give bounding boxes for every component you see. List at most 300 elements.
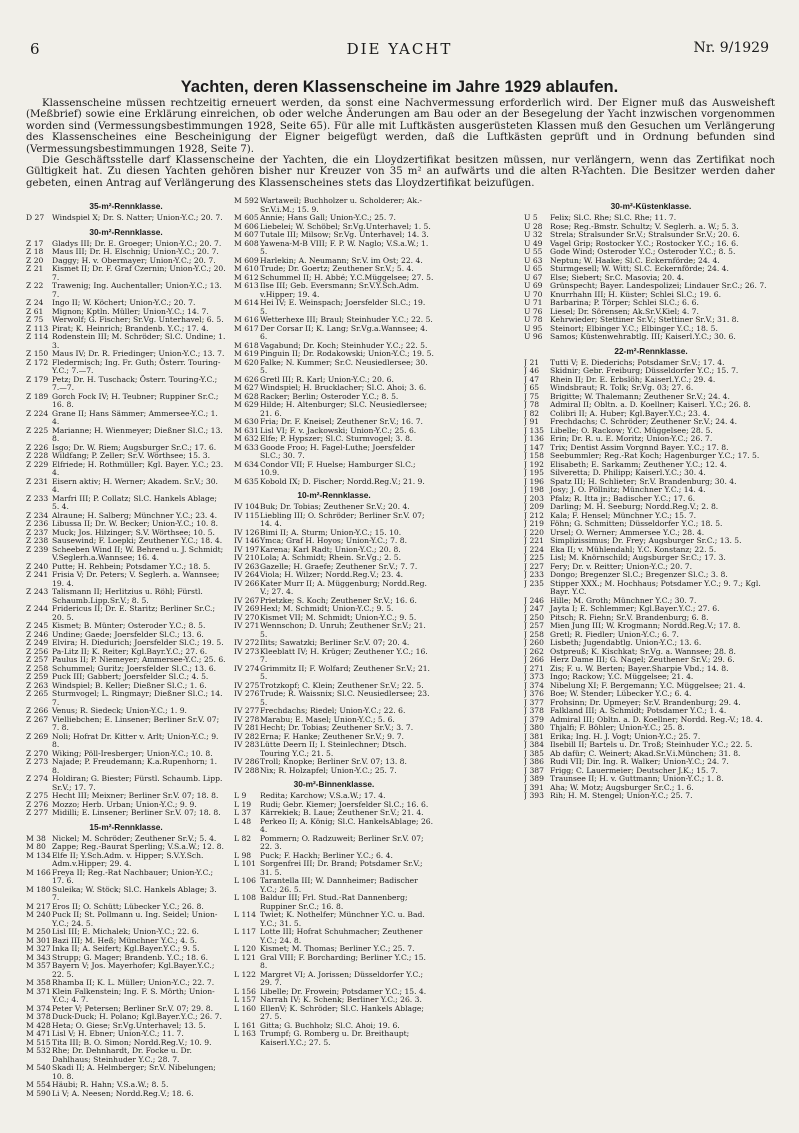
- sail-number: Z 256: [26, 646, 49, 656]
- sail-number: J 203: [524, 493, 544, 503]
- yacht-entry: Ingo; Rackow; Y.C. Müggelsee; 21. 4.: [550, 672, 694, 681]
- yacht-entry: Fery; Dr. v. Reitter; Union-Y.C.; 20. 7.: [550, 561, 693, 571]
- yacht-entry: Vielliebchen; E. Linsener; Berliner Sr.V. 07; 7. 8.: [52, 714, 220, 732]
- sail-number: J 260: [524, 638, 544, 647]
- list-column-1: [26, 197, 226, 1112]
- yacht-entry: Vagel Grip; Rostocker Y.C.; Rostocker Y.C.; 16. 6.: [550, 238, 739, 248]
- yacht-entry: Puck III; Gabbert; Joersfelder Sl.C.; 4. 5.: [52, 672, 209, 681]
- yacht-entry: Frechdachs; Riedel; Union-Y.C.; 22. 6.: [260, 706, 406, 715]
- sail-number: IV 271: [234, 621, 260, 630]
- list-item: [234, 401, 434, 418]
- sail-number: L 19: [234, 799, 252, 809]
- yacht-entry: Maus IV; Dr. R. Friedinger; Union-Y.C.; 13. 7.: [52, 349, 225, 358]
- sail-number: IV 210: [234, 553, 260, 562]
- sail-number: M 250: [26, 927, 51, 936]
- yacht-entry: Wennschon; D. Unruh; Zeuthener Sr.V.; 21. 5.: [260, 621, 426, 639]
- yacht-entry: Marfri III; P. Collatz; Sl.C. Hankels Ablage; 5. 4.: [52, 493, 217, 511]
- sail-number: U 70: [524, 289, 543, 299]
- yacht-entry: Admiral II; Obltn. a. D. Koellner; Kaiserl. Y.C.; 26. 8.: [550, 400, 751, 409]
- yacht-entry: Karena; Karl Radt; Union-Y.C.; 20. 8.: [260, 544, 401, 554]
- yacht-entry: Simplizissimus; Dr. Frey; Augsburger Sr.C.; 13. 5.: [550, 536, 742, 545]
- sail-number: M 38: [26, 833, 46, 843]
- yacht-entry: Petz; Dr. H. Tuschack; Österr. Touring-Y.C.; 7.—7.: [52, 374, 218, 392]
- yacht-entry: Häubi; R. Hahn; V.S.a.W.; 8. 5.: [52, 1080, 169, 1089]
- list-item: [234, 197, 434, 214]
- yacht-entry: Puck II; St. Pollmann u. Ing. Seidel; Union-Y.C.; 24. 5.: [52, 910, 218, 928]
- sail-number: M 343: [26, 952, 51, 962]
- sail-number: Z 172: [26, 357, 49, 367]
- sail-number: IV 270: [234, 612, 260, 622]
- sail-number: J 271: [524, 663, 544, 673]
- sail-number: M 614: [234, 298, 259, 307]
- yacht-entry: Midilli; E. Linsener; Berliner Sr.V. 07; 18. 8.: [52, 808, 221, 817]
- yacht-entry: Troll; Knopke; Berliner Sr.V. 07; 13. 8.: [260, 757, 407, 766]
- sail-number: M 428: [26, 1020, 51, 1030]
- sail-number: M 634: [234, 459, 259, 469]
- sail-number: Z 246: [26, 629, 49, 639]
- sail-number: M 374: [26, 1003, 51, 1013]
- yacht-entry: Grünspecht; Bayer. Landespolizei; Lindauer Sr.C.; 26. 7.: [550, 281, 767, 290]
- sail-number: J 46: [524, 366, 540, 375]
- yacht-entry: Fledermisch; Ing. Fr. Guth; Österr. Touring-Y.C.; 7.—7.: [52, 357, 221, 375]
- yacht-entry: Puck; F. Hackh; Berliner Y.C.; 6. 4.: [260, 850, 393, 860]
- yacht-entry: Gladys III; Dr. E. Groeger; Union-Y.C.; 20. 7.: [52, 238, 222, 248]
- sail-number: Z 267: [26, 714, 49, 724]
- yacht-entry: Brigitte; W. Thalemann; Zeuthener Sr.V.; 24. 4.: [550, 391, 730, 401]
- list-item: [524, 580, 778, 597]
- running-header: [24, 40, 775, 58]
- yacht-entry: Inka II; A. Seifert; Kgl.Bayer.Y.C.; 9. 5.: [52, 944, 200, 953]
- sail-number: Z 18: [26, 247, 44, 256]
- yacht-entry: Elfe; P. Hypszer; Sl.C. Sturmvogel; 3. 8.: [260, 434, 413, 443]
- sail-number: IV 276: [234, 689, 260, 698]
- yacht-entry: Libelle; O. Rackow; Y.C. Müggelsee; 28. 5.: [550, 425, 713, 435]
- yacht-entry: Trawenig; Ing. Auchentaller; Union-Y.C.; 13. 7.: [52, 281, 222, 299]
- list-item: [234, 512, 434, 529]
- sail-number: J 47: [524, 374, 540, 384]
- yacht-entry: Liesel; Dr. Sörensen; Ak.Sr.V.Kiel; 4. 7.: [550, 306, 699, 316]
- list-item: [234, 240, 434, 257]
- yacht-entry: Eka II; v. Mühlendahl; Y.C. Konstanz; 22. 5.: [550, 544, 717, 554]
- sail-number: IV 283: [234, 740, 260, 749]
- yacht-entry: Nix; R. Holzapfel; Union-Y.C.; 25. 7.: [260, 765, 397, 775]
- list-item: [26, 962, 226, 979]
- list-item: [234, 954, 434, 971]
- list-item: [26, 809, 226, 818]
- sail-number: Z 225: [26, 425, 49, 435]
- yacht-entry: Li V; A. Neesen; Nordd.Reg.V.; 18. 6.: [52, 1088, 194, 1098]
- sail-number: J 378: [524, 706, 544, 715]
- class-heading: 35-m²-Rennklasse.: [89, 201, 163, 211]
- sail-number: Z 17: [26, 238, 44, 248]
- yacht-entry: Rhe; Dr. Dehnhardt, Dr. Focke u. Dr. Dahlhaus; Steinhuder Y.C.; 28. 7.: [52, 1046, 192, 1064]
- list-item: [234, 478, 434, 487]
- yacht-entry: Nickel; M. Schröder; Zeuthener Sr.V.; 5. 4.: [52, 833, 217, 843]
- yacht-entry: Hecht; Dr. Tobias; Zeuthener Sr.V.; 3. 7.: [260, 723, 414, 732]
- yacht-entry: Klein Falkenstein; Ing. F. S. Mörth; Union-Y.C.; 4. 7.: [52, 986, 215, 1004]
- sail-number: J 247: [524, 604, 544, 613]
- list-item: [26, 852, 226, 869]
- list-item: [26, 733, 226, 750]
- list-item: [26, 333, 226, 350]
- sail-number: J 219: [524, 519, 544, 528]
- list-item: [26, 716, 226, 733]
- yacht-entry: Liebelei; W. Schöbel; Sr.Vg.Unterhavel; 1. 5.: [260, 221, 431, 231]
- yacht-entry: Dongo; Bregenzer Sl.C.; Bregenzer Sl.C.; 3. 8.: [550, 570, 728, 579]
- yacht-entry: Grane II; Hans Sämmer; Ammersee-Y.C.; 1. 4.: [52, 408, 218, 426]
- list-item: [234, 299, 434, 316]
- sail-number: J 158: [524, 451, 544, 460]
- yacht-entry: Trix; Dentist Assim Vorgnnd Bayer. Y.C.; 17. 8.: [550, 442, 729, 452]
- list-item: [234, 928, 434, 945]
- yacht-entry: Holdiran; G. Biester; Fürstl. Schaumb. Lipp. Sr.V.; 17. 7.: [52, 774, 223, 792]
- sail-number: Z 233: [26, 493, 49, 503]
- yacht-entry: Elfe II; Y.Sch.Adm. v. Hipper; S.V.Y.Sch. Adm.v.Hipper; 29. 4.: [52, 850, 204, 868]
- list-item: [234, 690, 434, 707]
- yacht-entry: Undine; Gaede; Joersfelder Sl.C.; 13. 6.: [52, 629, 204, 639]
- yacht-entry: Boe; W. Stender; Lübecker Y.C.; 6. 4.: [550, 689, 692, 698]
- sail-number: Z 21: [26, 264, 44, 273]
- yacht-entry: Frohsinn; Dr. Upmeyer; Sr.V. Brandenburg; 29. 4.: [550, 697, 741, 707]
- sail-number: M 629: [234, 400, 259, 409]
- yacht-entry: Gode Wind; Osteroder Y.C.; Osteroder Y.C.; 8. 5.: [550, 247, 736, 256]
- list-item: [234, 911, 434, 928]
- sail-number: Z 113: [26, 323, 49, 333]
- yacht-entry: Sorgenfrei III; Dr. Brand; Potsdamer Sr.V.; 31. 5.: [260, 859, 423, 877]
- sail-number: D 27: [26, 213, 45, 222]
- yacht-entry: Zis; F. u. W. Berten; Bayer.Sharpie Vbd.; 14. 8.: [550, 663, 729, 673]
- sail-number: L 82: [234, 833, 252, 843]
- yacht-entry: Eisern aktiv; H. Werner; Akadem. Sr.V.; 30. 4.: [52, 476, 218, 494]
- sail-number: J 258: [524, 629, 544, 639]
- sail-number: J 220: [524, 527, 544, 537]
- yacht-entry: Bayern V; Jos. Mayerhofer; Kgl.Bayer.Y.C.; 22. 5.: [52, 961, 215, 979]
- yacht-entry: Wildfang; P. Zeller; Sr.V. Wörthsee; 15. 3.: [52, 451, 210, 460]
- list-item: [234, 1030, 434, 1047]
- yacht-entry: Prietzke; S. Koch; Zeuthener Sr.V.; 16. 6.: [260, 595, 417, 605]
- sail-number: J 257: [524, 621, 544, 630]
- sail-number: Z 259: [26, 672, 49, 681]
- sail-number: M 180: [26, 884, 51, 894]
- list-item: [234, 818, 434, 835]
- yacht-entry: Perkeo II; A. König; Sl.C. HankelsAblage; 26. 4.: [260, 816, 434, 834]
- sail-number: J 21: [524, 357, 540, 367]
- sail-number: M 554: [26, 1080, 51, 1089]
- intro-paragraph: Die Geschäftsstelle darf Klassenscheine der Yachten, die ein Lloydzertifikat besitzen müssen, nur verlängern, wenn das Zertifikat noch Gültigkeit hat. Zu diesen Yachten gehören bisher nur Kreuzer von 35 m² an aufwärts und die alten R-Yachten. Die Besitzer werden daher gebeten, einen Antrag auf Verlängerung des Klassenscheines stets das Lloydzertifikat beizufügen.: [26, 155, 775, 189]
- yacht-entry: Rih; H. M. Stengel; Union-Y.C.; 25. 7.: [550, 791, 693, 800]
- sail-number: J 135: [524, 425, 544, 435]
- sail-number: U 78: [524, 315, 543, 324]
- yacht-entry: Wartaweil; Buchholzer u. Scholderer; Ak.-Sr.V.i.M.; 15. 9.: [260, 197, 422, 214]
- yacht-entry: Rudi; Gebr. Kiemer; Joersfelder Sl.C.; 16. 6.: [260, 799, 429, 809]
- yacht-entry: Twiet; K. Nothelfer; Münchner Y.C. u. Bad. Y.C.; 31. 5.: [260, 910, 425, 928]
- sail-number: M 540: [26, 1063, 51, 1072]
- sail-number: IV 272: [234, 638, 260, 647]
- sail-number: J 389: [524, 774, 544, 783]
- yacht-entry: Kärrekiek; B. Laue; Zeuthener Sr.V.; 21. 4.: [260, 808, 424, 817]
- yacht-entry: Lisl V; H. Ebner; Union-Y.C.; 11. 7.: [52, 1029, 184, 1038]
- list-item: [26, 758, 226, 775]
- sail-number: J 75: [524, 391, 540, 401]
- sail-number: J 391: [524, 782, 544, 792]
- class-heading: 22-m²-Rennklasse.: [614, 345, 688, 356]
- sail-number: Z 75: [26, 315, 44, 324]
- sail-number: Z 244: [26, 604, 49, 613]
- sail-number: J 387: [524, 765, 544, 775]
- sail-number: Z 22: [26, 281, 44, 290]
- sail-number: IV 264: [234, 570, 260, 579]
- yacht-entry: Kater Murr II; A. Müggenburg; Nordd.Reg. V.; 27. 4.: [260, 578, 427, 596]
- sail-number: L 121: [234, 952, 256, 962]
- yacht-entry: Suleika; W. Stöck; Sl.C. Hankels Ablage; 3. 7.: [52, 884, 217, 902]
- sail-number: M 80: [26, 842, 46, 851]
- class-heading: 30-m²-Rennklasse.: [89, 226, 163, 237]
- list-item: [234, 580, 434, 597]
- sail-number: M 515: [26, 1037, 51, 1047]
- sail-number: J 262: [524, 646, 544, 656]
- sail-number: U 49: [524, 238, 543, 248]
- sail-number: J 376: [524, 689, 544, 698]
- sail-number: L 114: [234, 910, 256, 919]
- sail-number: J 78: [524, 400, 540, 409]
- list-item: [26, 988, 226, 1005]
- yacht-entry: Bimi II; A. Sturm; Union-Y.C.; 15. 10.: [260, 527, 402, 537]
- sail-number: U 76: [524, 306, 543, 316]
- sail-number: M 217: [26, 901, 51, 911]
- sail-number: Z 277: [26, 808, 49, 817]
- sail-number: L 9: [234, 791, 247, 800]
- sail-number: M 632: [234, 434, 259, 443]
- sail-number: M 619: [234, 349, 259, 358]
- sail-number: M 612: [234, 272, 259, 282]
- yacht-entry: Hilde; H. Altenburger; Sl.C. Neusiedlersee; 21. 6.: [260, 400, 428, 418]
- sail-number: U 63: [524, 255, 543, 265]
- yacht-entry: Trumpf; G. Romberg u. Dr. Breithaupt; Kaiserl.Y.C.; 27. 5.: [260, 1029, 410, 1047]
- sail-number: J 198: [524, 485, 544, 494]
- yacht-entry: Ilsebill II; Bartels u. Dr. Troß; Steinhuder Y.C.; 22. 5.: [550, 740, 753, 749]
- sail-number: J 227: [524, 561, 544, 571]
- yacht-entry: Sturmgesell; W. Witt; Sl.C. Eckernförde; 24. 4.: [550, 264, 729, 273]
- sail-number: L 156: [234, 986, 256, 996]
- sail-number: M 618: [234, 340, 259, 350]
- sail-number: L 160: [234, 1003, 256, 1013]
- yacht-entry: Ymca; Graf H. Hoyos; Union-Y.C.; 7. 8.: [260, 536, 407, 545]
- sail-number: Z 228: [26, 451, 49, 460]
- sail-number: M 620: [234, 357, 259, 367]
- sail-number: Z 269: [26, 731, 49, 741]
- sail-number: Z 270: [26, 748, 49, 758]
- list-item: [524, 333, 778, 342]
- sail-number: Z 238: [26, 536, 49, 545]
- class-heading: 30-m²-Binnenklasse.: [293, 779, 375, 789]
- list-item: [26, 571, 226, 588]
- yacht-entry: Falkland III; A. Schmidt; Potsdamer Y.C.; 1. 4.: [550, 706, 727, 715]
- yacht-entry: Ab dafür; C. Weinert; Akad.Sr.V.i.München; 31. 8.: [550, 748, 741, 758]
- yacht-entry: Pinguin II; Dr. Rodakowski; Union-Y.C.; 19. 5.: [260, 349, 434, 358]
- yacht-entry: Ilits; Sawatzki; Berliner Sr.V. 07; 20. 4.: [260, 638, 410, 647]
- yacht-entry: Ursel; O. Werner; Ammersee Y.C.; 28. 4.: [550, 527, 705, 537]
- yacht-entry: Tutti V; E. Diederichs; Potsdamer Sr.V.; 17. 4.: [550, 357, 725, 367]
- sail-number: Z 224: [26, 408, 49, 418]
- sail-number: J 377: [524, 697, 544, 707]
- sail-number: L 163: [234, 1029, 256, 1038]
- yacht-entry: Putte; H. Rehbein; Potsdamer Y.C.; 18. 5.: [52, 561, 211, 571]
- yacht-entry: EllenV; K. Schröder; Sl.C. Hankels Ablage; 27. 5.: [260, 1003, 424, 1021]
- list-item: [26, 461, 226, 478]
- yacht-entry: Trude; Dr. Goertz; Zeuthener Sr.V.; 5. 4.: [260, 264, 414, 273]
- yacht-entry: Knurrhahn III; H. Küster; Schlei Sl.C.; 19. 6.: [550, 289, 722, 299]
- list-item: [26, 359, 226, 376]
- sail-number: J 379: [524, 714, 544, 724]
- yacht-entry: Goode Froo; H. Fagel-Luthe; Joersfelder Sl.C.; 30. 7.: [260, 442, 415, 460]
- sail-number: Z 265: [26, 689, 49, 698]
- list-item: [524, 792, 778, 801]
- yacht-entry: Elvira; H. Diedurich; Joersfelder Sl.C.; 19. 5.: [52, 638, 224, 647]
- list-item: [234, 648, 434, 665]
- sail-number: IV 275: [234, 680, 260, 690]
- sail-number: M 616: [234, 315, 259, 324]
- sail-number: M 358: [26, 978, 51, 987]
- sail-number: J 195: [524, 468, 544, 477]
- yacht-entry: Frechdachs; C. Schröder; Zeuthener Sr.V.; 24. 4.: [550, 417, 738, 426]
- sail-number: J 209: [524, 502, 544, 511]
- yacht-entry: Frigg; C. Lauermeier; Deutscher J.K.; 15. 7.: [550, 765, 718, 775]
- yacht-entry: Strela; Stralsunder Sr.V.; Stralsunder Sr.V.; 20. 6.: [550, 230, 740, 239]
- yacht-entry: Kehrwieder; Stettiner Sr.V.; Stettiner Sr.V.; 31. 8.: [550, 315, 739, 324]
- list-item: [234, 444, 434, 461]
- yacht-entry: Kleeblatt IV; H. Krüger; Zeuthener Y.C.; 16. 7.: [260, 646, 428, 664]
- sail-number: M 610: [234, 264, 259, 273]
- sail-number: Z 239: [26, 544, 49, 554]
- sail-number: M 631: [234, 425, 259, 435]
- sail-number: U 71: [524, 298, 543, 307]
- sail-number: M 633: [234, 442, 259, 452]
- sail-number: M 605: [234, 213, 259, 222]
- yacht-entry: Colibri II; A. Huber; Kgl.Bayer.Y.C.; 23. 4.: [550, 408, 710, 418]
- yacht-entry: Duck-Duck; H. Polano; Kgl.Bayer.Y.C.; 26. 7.: [52, 1012, 222, 1021]
- list-item: [26, 605, 226, 622]
- list-item: [26, 886, 226, 903]
- sail-number: M 607: [234, 230, 259, 239]
- sail-number: IV 273: [234, 646, 260, 656]
- yacht-entry: Tita III; B. O. Simon; Nordd.Reg.V.; 10. 9.: [52, 1037, 212, 1047]
- sail-number: J 212: [524, 510, 544, 520]
- yacht-entry: Seebummler; Reg.-Rat Koch; Hagenburger Y.C.; 17. 5.: [550, 451, 760, 460]
- sail-number: Z 189: [26, 391, 49, 401]
- list-item: [26, 1090, 226, 1099]
- sail-number: IV 277: [234, 706, 260, 715]
- yacht-entry: Steinort; Elbinger Y.C.; Elbinger Y.C.; 18. 5.: [550, 323, 718, 333]
- sail-number: J 192: [524, 459, 544, 469]
- yacht-entry: Kismet II; Dr. F. Graf Czernin; Union-Y.C.; 20. 7.: [52, 264, 226, 282]
- yacht-entry: Annie; Hans Gall; Union-Y.C.; 25. 7.: [260, 213, 396, 222]
- yacht-entry: Grimmitz II; F. Wolfard; Zeuthener Sr.V.; 21. 5.: [260, 663, 430, 681]
- yacht-entry: Pitsch; R. Fiehn; Sr.V. Brandenburg; 6. 8.: [550, 612, 709, 622]
- sail-number: L 98: [234, 850, 252, 860]
- yacht-entry: Rhein II; Dr. E. Erbslöh; Kaiserl.Y.C.; 29. 4.: [550, 374, 716, 384]
- list-item: [234, 622, 434, 639]
- sail-number: IV 274: [234, 663, 260, 673]
- sail-number: Z 275: [26, 791, 49, 800]
- yacht-entry: Rose; Reg.-Bmstr. Schultz; V. Seglerh. a. W.; 5. 3.: [550, 221, 739, 231]
- yacht-entry: Der Corsar II; K. Lang; Sr.Vg.a.Wannsee; 4. 6.: [260, 323, 428, 341]
- yacht-entry: Ostpreuß; K. Kischkat; Sr.Vg. a. Wannsee; 28. 8.: [550, 646, 736, 656]
- sail-number: Z 245: [26, 621, 49, 630]
- sail-number: L 122: [234, 969, 256, 979]
- sail-number: M 617: [234, 323, 259, 333]
- sail-number: M 606: [234, 221, 259, 231]
- sail-number: Z 234: [26, 510, 49, 520]
- yacht-entry: Wiking; Pöll-Iresberger; Union-Y.C.; 10. 8.: [52, 748, 213, 758]
- list-item: [26, 546, 226, 563]
- sail-number: L 108: [234, 893, 256, 902]
- list-item: [26, 1064, 226, 1081]
- yacht-entry: Silveretta; D. Philipp; Kaiserl.Y.C.; 30. 4.: [550, 468, 706, 477]
- sail-number: IV 281: [234, 723, 260, 732]
- yacht-entry: Kismet VII; M. Schmidt; Union-Y.C.; 9. 5.: [260, 612, 417, 622]
- yacht-entry: Gorch Fock IV; H. Teubner; Ruppiner Sr.C.; 16. 8.: [52, 391, 219, 409]
- sail-number: J 221: [524, 536, 544, 545]
- sail-number: U 55: [524, 247, 543, 256]
- sail-number: Z 61: [26, 306, 44, 316]
- sail-number: J 224: [524, 544, 544, 554]
- yacht-entry: Thjalfi; F. Böhler; Union-Y.C.; 25. 8.: [550, 723, 685, 732]
- yacht-entry: Josy; J. O. Pöllnitz; Münchner Y.C.; 14. 4.: [550, 485, 706, 494]
- list-item: [26, 393, 226, 410]
- sail-number: J 250: [524, 612, 544, 622]
- yacht-entry: Narrah IV; K. Schenk; Berliner Y.C.; 26. 3.: [260, 995, 422, 1004]
- list-item: [234, 741, 434, 758]
- yacht-entry: Barbarina; P. Törper; Schlei Sl.C.; 6. 6.: [550, 298, 699, 307]
- sail-number: M 357: [26, 961, 51, 970]
- sail-number: Z 263: [26, 680, 49, 690]
- yacht-entry: Hexl; M. Schmidt; Union-Y.C.; 9. 5.: [260, 604, 394, 613]
- list-item: [26, 410, 226, 427]
- list-item: [26, 214, 226, 223]
- list-item: [234, 971, 434, 988]
- sail-number: M 626: [234, 374, 259, 384]
- list-item: [26, 775, 226, 792]
- yacht-entry: Kobold IX; D. Fischer; Nordd.Reg.V.; 21. 9.: [260, 476, 425, 486]
- list-item: [234, 860, 434, 877]
- yacht-entry: Noli; Hofrat Dr. Kitter v. Arlt; Union-Y.C.; 9. 8.: [52, 731, 219, 749]
- magazine-name: DIE YACHT: [346, 40, 453, 58]
- sail-number: J 91: [524, 417, 540, 426]
- sail-number: L 106: [234, 876, 256, 885]
- list-item: [26, 495, 226, 512]
- yacht-entry: Lisbeth; Jugendabtlg. Union-Y.C.; 13. 6.: [550, 638, 702, 647]
- list-item: [234, 282, 434, 299]
- sail-number: U 32: [524, 230, 543, 239]
- yacht-entry: Marabu; E. Masel; Union-Y.C.; 5. 6.: [260, 714, 395, 724]
- yacht-entry: Paulus II; P. Niemeyer; Ammersee-Y.C.; 25. 6.: [52, 655, 226, 664]
- sail-number: M 635: [234, 476, 259, 486]
- sail-number: M 592: [234, 197, 259, 205]
- yacht-entry: Libelle; Dr. Frowein; Potsdamer Y.C.; 15. 4.: [260, 986, 427, 996]
- sail-number: Z 20: [26, 255, 44, 265]
- sail-number: L 117: [234, 927, 256, 936]
- list-item: [234, 767, 434, 776]
- list-item: [26, 282, 226, 299]
- issue-number: Nr. 9/1929: [693, 40, 769, 56]
- list-column-3: [524, 197, 778, 1112]
- sail-number: Z 236: [26, 519, 49, 528]
- yacht-entry: Kismet; M. Thomas; Berliner Y.C.; 25. 7.: [260, 944, 415, 953]
- sail-number: IV 104: [234, 502, 260, 511]
- yacht-entry: Gral VIII; F. Borcharding; Berliner Y.C.; 15. 8.: [260, 952, 426, 970]
- sail-number: M 590: [26, 1088, 51, 1098]
- yacht-entry: Fria; Dr. F. Kneisel; Zeuthener Sr.V.; 16. 7.: [260, 417, 423, 426]
